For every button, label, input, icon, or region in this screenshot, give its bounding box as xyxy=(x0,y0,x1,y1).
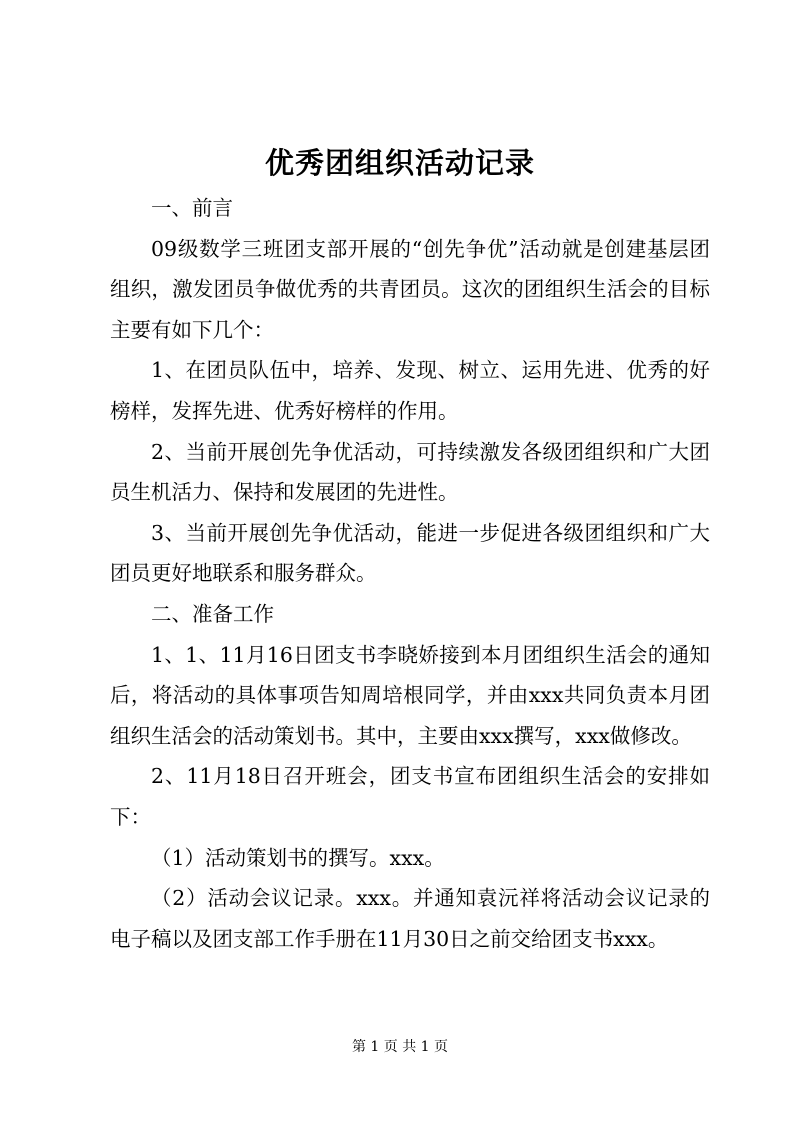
document-body xyxy=(110,188,710,959)
heading-preface: 一、前言 xyxy=(151,196,233,220)
paragraph: 1、在团员队伍中，培养、发现、树立、运用先进、优秀的好榜样，发挥先进、优秀好榜样的作用。 xyxy=(110,358,710,423)
page-footer: 第 1 页 共 1 页 xyxy=(351,1039,449,1055)
paragraph: 09级数学三班团支部开展的“创先争优”活动就是创建基层团组织，激发团员争做优秀的共青团员。这次的团组织生活会的目标主要有如下几个： xyxy=(110,236,710,342)
paragraph: 3、当前开展创先争优活动，能进一步促进各级团组织和广大团员更好地联系和服务群众。 xyxy=(110,520,710,586)
paragraph: 1、1、11月16日团支书李晓娇接到本月团组织生活会的通知后，将活动的具体事项告知周培根同学，并由xxx共同负责本月团组织生活会的活动策划书。其中，主要由xxx撰写，xxx做修改。 xyxy=(110,642,710,748)
heading-preparation: 二、准备工作 xyxy=(151,601,274,626)
document-title: 优秀团组织活动记录 xyxy=(264,146,535,180)
paragraph: （2）活动会议记录。xxx。并通知袁沅祥将活动会议记录的电子稿以及团支部工作手册在11月30日之前交给团支书xxx。 xyxy=(110,886,710,951)
paragraph: 2、当前开展创先争优活动，可持续激发各级团组织和广大团员生机活力、保持和发展团的先进性。 xyxy=(110,439,710,505)
paragraph: 2、11月18日召开班会，团支书宣布团组织生活会的安排如下： xyxy=(110,764,710,829)
paragraph: （1）活动策划书的撰写。xxx。 xyxy=(151,845,445,870)
